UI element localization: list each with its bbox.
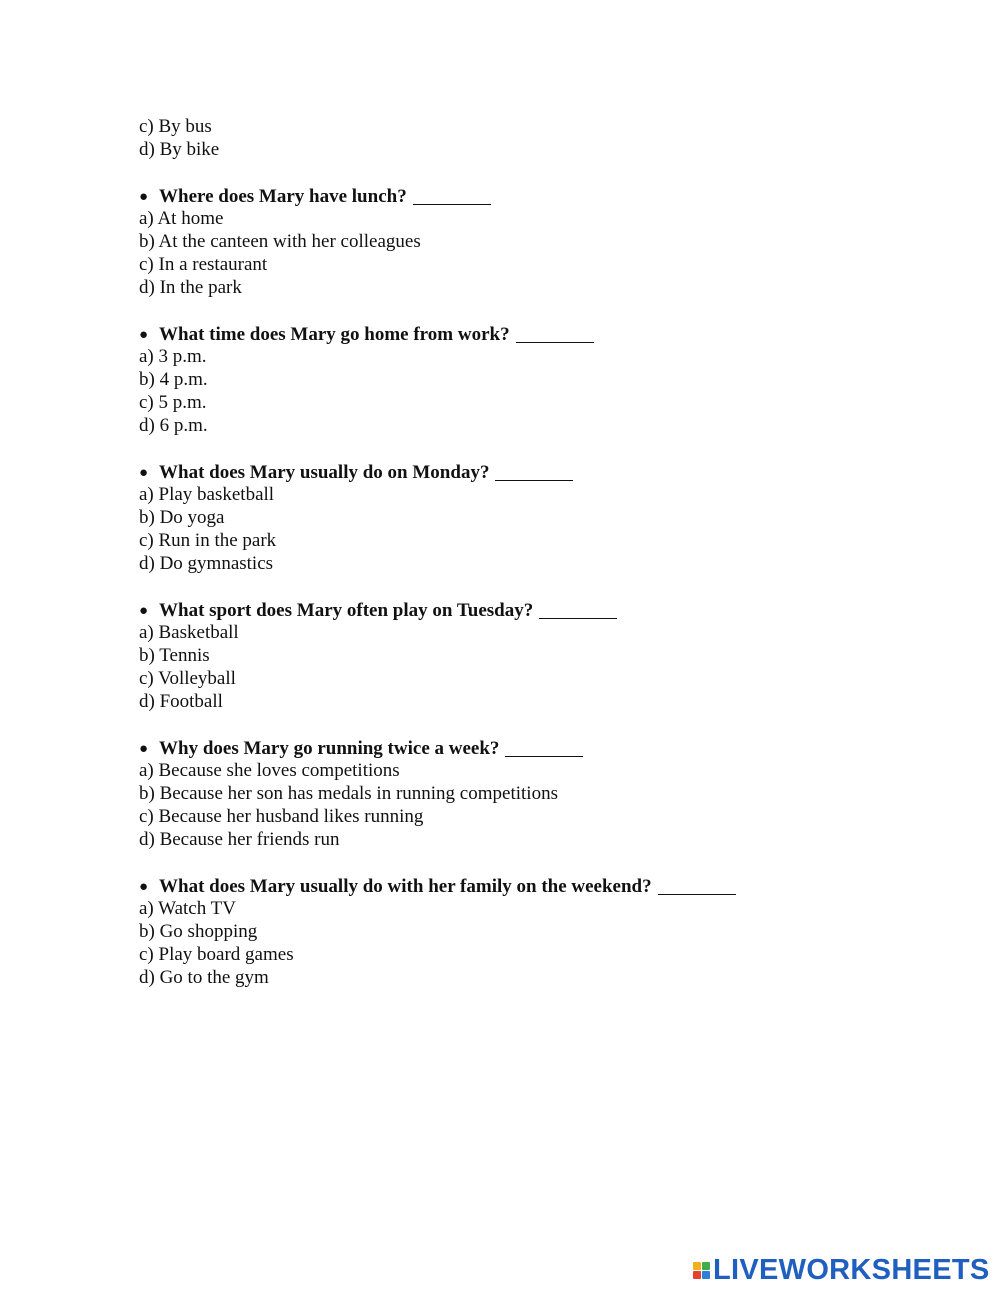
bullet-icon: ● [139, 602, 149, 619]
option[interactable]: c) Volleyball [139, 667, 236, 689]
bullet-icon: ● [139, 878, 149, 895]
option[interactable]: d) Because her friends run [139, 828, 340, 850]
question-block [139, 324, 899, 438]
question-block [139, 186, 899, 300]
answer-blank[interactable] [413, 187, 491, 205]
worksheet-page [139, 116, 899, 990]
option[interactable]: d) Go to the gym [139, 966, 269, 988]
continuation-options [139, 116, 899, 162]
option[interactable]: a) At home [139, 208, 224, 230]
option[interactable]: c) Run in the park [139, 529, 277, 551]
answer-blank[interactable] [658, 877, 736, 895]
option[interactable]: b) Because her son has medals in running competitions [139, 783, 558, 805]
option[interactable]: c) 5 p.m. [139, 391, 207, 413]
liveworksheets-logo [693, 1254, 990, 1286]
question-text: What sport does Mary often play on Tuesday? [159, 599, 534, 621]
option[interactable]: c) In a restaurant [139, 253, 268, 275]
option[interactable]: b) Tennis [139, 645, 210, 667]
option[interactable]: c) Because her husband likes running [139, 805, 424, 827]
option[interactable]: d) Do gymnastics [139, 552, 274, 574]
bullet-icon: ● [139, 740, 149, 757]
question-block [139, 876, 899, 990]
answer-blank[interactable] [516, 325, 594, 343]
question-text: Why does Mary go running twice a week? [159, 737, 500, 759]
option[interactable]: c) By bus [139, 116, 212, 137]
question-text: What time does Mary go home from work? [159, 323, 510, 345]
option[interactable]: d) In the park [139, 276, 242, 298]
answer-blank[interactable] [539, 601, 617, 619]
option[interactable]: a) 3 p.m. [139, 346, 207, 368]
question-text: What does Mary usually do on Monday? [159, 461, 490, 483]
question-block [139, 462, 899, 576]
option[interactable]: d) Football [139, 690, 223, 712]
question-block [139, 738, 899, 852]
logo-blocks-icon [693, 1262, 710, 1279]
option[interactable]: b) 4 p.m. [139, 369, 208, 391]
option[interactable]: a) Play basketball [139, 484, 275, 506]
bullet-icon: ● [139, 188, 149, 205]
option[interactable]: a) Watch TV [139, 898, 236, 920]
option[interactable]: b) Go shopping [139, 921, 258, 943]
bullet-icon: ● [139, 464, 149, 481]
option[interactable]: b) Do yoga [139, 507, 225, 529]
bullet-icon: ● [139, 326, 149, 343]
option[interactable]: b) At the canteen with her colleagues [139, 231, 421, 253]
answer-blank[interactable] [505, 739, 583, 757]
question-text: Where does Mary have lunch? [159, 185, 407, 207]
logo-text: LIVEWORKSHEETS [713, 1253, 990, 1286]
question-text: What does Mary usually do with her family on the weekend? [159, 875, 652, 897]
question-block [139, 600, 899, 714]
option[interactable]: d) By bike [139, 138, 220, 160]
option[interactable]: c) Play board games [139, 943, 294, 965]
option[interactable]: a) Basketball [139, 622, 239, 644]
option[interactable]: d) 6 p.m. [139, 414, 208, 436]
option[interactable]: a) Because she loves competitions [139, 760, 400, 782]
answer-blank[interactable] [495, 463, 573, 481]
